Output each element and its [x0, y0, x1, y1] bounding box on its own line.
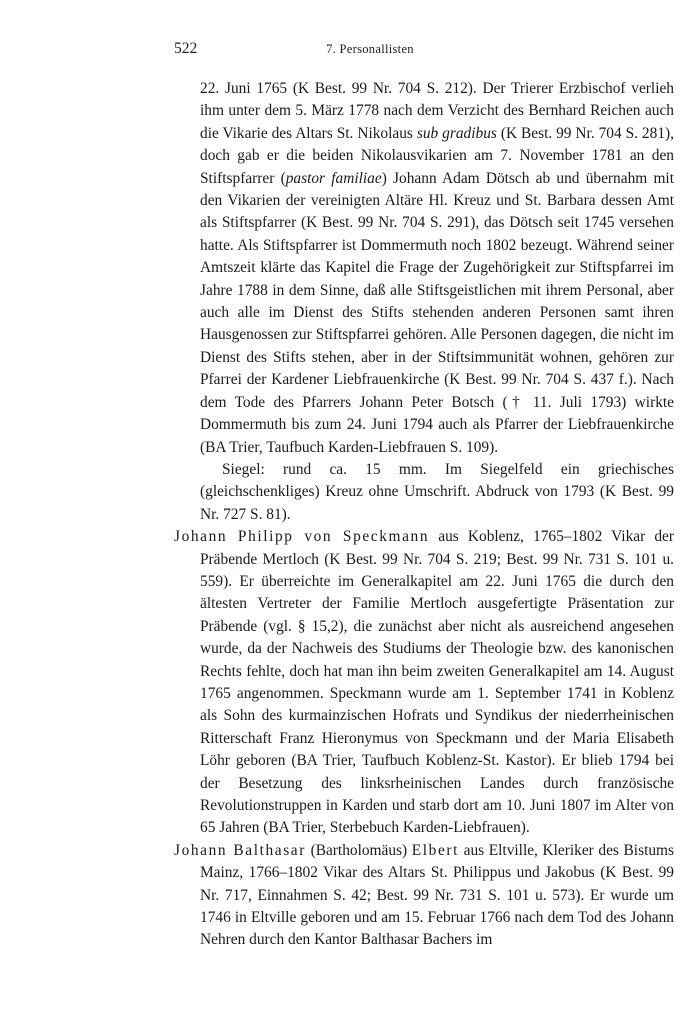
running-head: 7. Personallisten	[326, 42, 414, 56]
person-name-elbert-surname: Elbert	[411, 841, 459, 859]
entry-speckmann	[174, 526, 674, 840]
paragraph-dommermuth-continued	[174, 78, 674, 459]
page-number: 522	[174, 40, 198, 57]
page-body	[174, 78, 674, 952]
paragraph-siegel	[174, 459, 674, 526]
text-run: ) Johann Adam Dötsch ab und übernahm mit den Vikarien der vereinigten Altäre Hl. Kreuz und St. Barbara dessen Amt als Stiftspfarrer (K Best. 99 Nr. 704 S. 291), das Dötsch seit 1745 versehen hatte. Als Stiftspfarrer ist Dommermuth noch 1802 bezeugt. Während seiner Amtszeit klärte das Kapitel die Frage der Zugehörigkeit zur Stiftspfarrei im Jahre 1788 in dem Sinne, daß alle Stiftsgeistlichen mit ihrem Personal, aber auch alle im Dienst des Stifts stehenden anderen Personen samt ihren Hausgenossen zur Stiftspfarrei gehören. Alle Personen dagegen, die nicht im Dienst des Stifts stehen, aber in der Stiftsimmunität wohnen, gehören zur Pfarrei der Kardener Liebfrauenkirche (K Best. 99 Nr. 704 S. 437 f.). Nach dem Tode des Pfarrers Johann Peter Botsch († 11. Juli 1793) wirkte Dommermuth bis zum 24. Juni 1794 auch als Pfarrer der Liebfrauenkirche (BA Trier, Taufbuch Karden-Liebfrauen S. 109).	[200, 169, 674, 456]
person-name-elbert-first: Johann Balthasar	[174, 841, 306, 859]
text-run: (Bartholomäus)	[305, 841, 412, 859]
text-run: aus Koblenz, 1765–1802 Vikar der Präbende Mertloch (K Best. 99 Nr. 704 S. 219; Best. 99 Nr. 731 S. 101 u. 559). Er überreichte im Generalkapitel am 22. Juni 1765 die durch den ältesten Vertreter der Familie Mertloch ausgefertigte Präsentation zur Präbende (vgl. § 15,2), die zunächst aber nicht als ausreichend angesehen wurde, da der Nachweis des Studiums der Theologie bzw. des kanonischen Rechts fehlte, doch hat man ihn beim zweiten Generalkapitel am 14. August 1765 angenommen. Speckmann wurde am 1. September 1741 in Koblenz als Sohn des kurmainzischen Hofrats und Syndikus der niederrheinischen Ritterschaft Franz Hieronymus von Speckmann und der Maria Elisabeth Löhr geboren (BA Trier, Taufbuch Koblenz-St. Kastor). Er blieb 1794 bei der Besetzung des linksrheinischen Landes durch französische Revolutionstruppen in Karden und starb dort am 10. Juni 1807 im Alter von 65 Jahren (BA Trier, Sterbebuch Karden-Liebfrauen).	[200, 528, 674, 837]
person-name-speckmann: Johann Philipp von Speckmann	[174, 528, 430, 546]
italic-term-sub-gradibus: sub gradibus	[416, 124, 497, 142]
text-run: aus Eltville, Kleriker des Bistums Mainz, 1766–1802 Vikar des Altars St. Philippus und Jakobus (K Best. 99 Nr. 717, Einnahmen S. 42; Best. 99 Nr. 731 S. 101 u. 573). Er wurde um 1746 in Eltville geboren und am 15. Februar 1766 nach dem Tod des Johann Nehren durch den Kantor Balthasar Bachers im	[200, 841, 675, 949]
text-run: (K Best. 99 Nr. 704 S. 281), doch gab er die beiden Nikolausvikarien am 7. November 1781 an den Stiftspfarrer (	[200, 124, 674, 187]
entry-elbert	[174, 840, 674, 952]
text-run: 22. Juni 1765 (K Best. 99 Nr. 704 S. 212). Der Trierer Erzbischof verlieh ihm unter dem 5. März 1778 nach dem Verzicht des Bernhard Reichen auch die Vikarie des Altars St. Nikolaus	[200, 80, 674, 142]
text-run: Siegel: rund ca. 15 mm. Im Siegelfeld ein griechisches (gleichschenkliges) Kreuz ohne Umschrift. Abdruck von 1793 (K Best. 99 Nr. 727 S. 81).	[200, 460, 674, 523]
italic-term-pastor-familiae: pastor familiae	[285, 169, 382, 187]
